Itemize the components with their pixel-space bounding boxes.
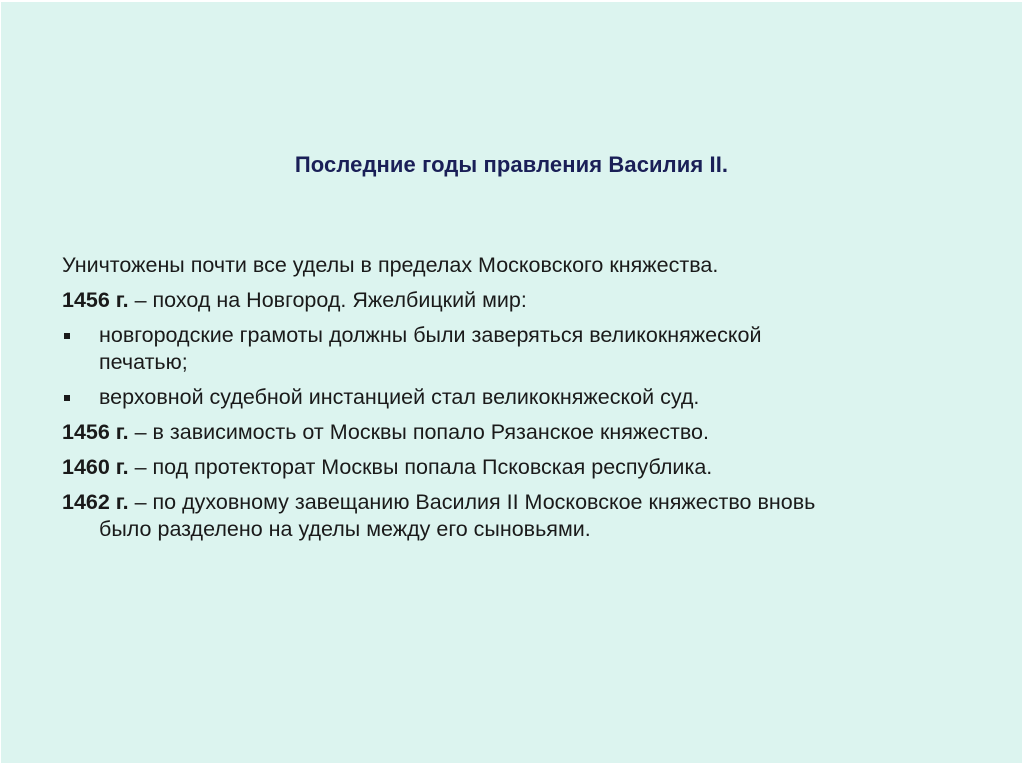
event-1456-ryazan [62, 419, 982, 446]
bullet-text-line1: новгородские грамоты должны были заверяться великокняжеской [99, 323, 762, 347]
event-text: – по духовному завещанию Василия II Московское княжество вновь [128, 490, 816, 514]
event-1456-novgorod [62, 287, 982, 314]
event-text: – под протекторат Москвы попала Псковская республика. [128, 455, 713, 479]
event-year: 1462 г. [62, 490, 129, 514]
intro-paragraph: Уничтожены почти все уделы в пределах Московского княжества. [62, 253, 719, 277]
square-bullet-icon [64, 333, 70, 339]
slide-title: Последние годы правления Василия II. [294, 152, 729, 177]
square-bullet-icon [64, 395, 70, 401]
event-text: – в зависимость от Москвы попало Рязанское княжество. [128, 420, 709, 444]
bullet-text-line2: печатью; [99, 350, 188, 374]
event-year: 1456 г. [62, 288, 129, 312]
event-year: 1456 г. [62, 420, 129, 444]
event-text: – поход на Новгород. Яжелбицкий мир: [128, 288, 527, 312]
slide-body [62, 252, 982, 551]
event-year: 1460 г. [62, 455, 129, 479]
event-text-continuation: было разделено на уделы между его сыновьями. [99, 517, 591, 541]
event-1460-pskov [62, 454, 982, 481]
event-1462-testament [62, 489, 982, 543]
slide [1, 2, 1022, 763]
bullet-text-line1: верховной судебной инстанцией стал великокняжеской суд. [99, 385, 700, 409]
bullet-item-seal [62, 322, 982, 376]
bullet-item-court [62, 384, 982, 411]
